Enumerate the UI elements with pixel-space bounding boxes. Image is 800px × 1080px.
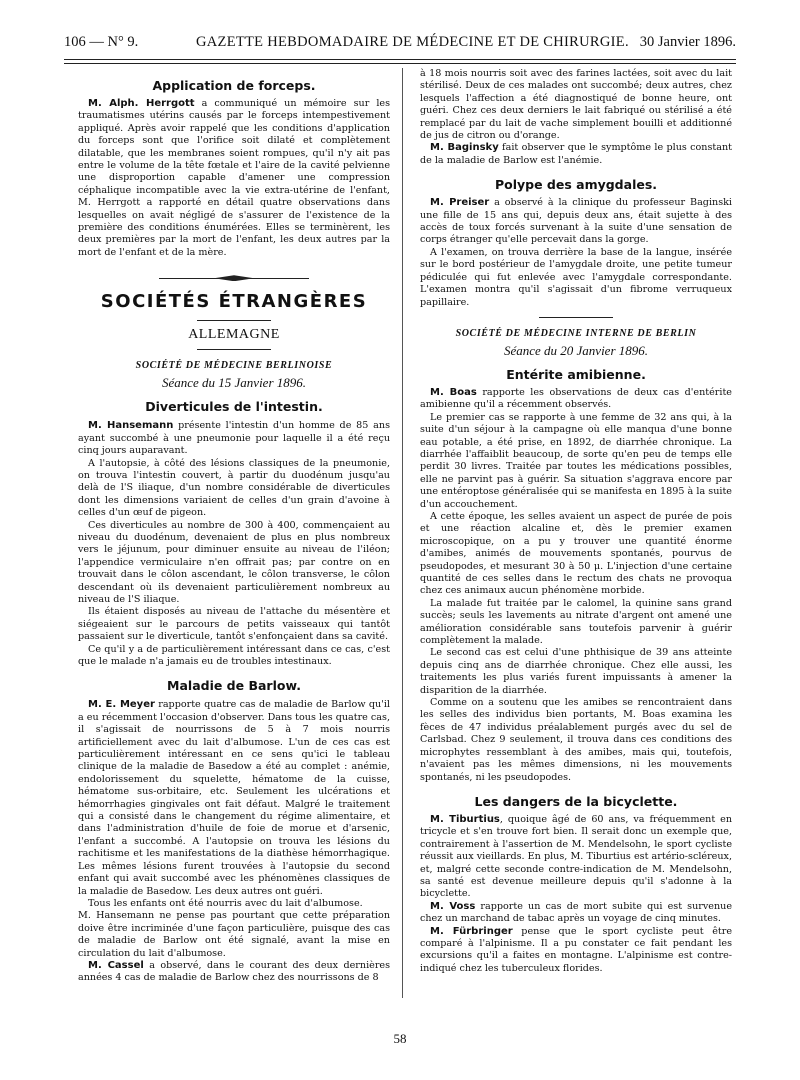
paragraph: Tous les enfants ont été nourris avec du lait d'albumose. — [88, 897, 363, 909]
paragraph: a observé, dans le courant des deux dernières années 4 cas de maladie de Barlow chez des nourrissons de 8 — [78, 959, 390, 984]
paragraph: Le second cas est celui d'une phthisique de 39 ans atteinte depuis cinq ans de diarrhée chronique. Chez elle aussi, les traitements les plus variés furent impuissants à amener la disparition de la diarrhée. — [420, 647, 732, 696]
section-heading: Diverticules de l'intestin. — [145, 399, 323, 415]
header-rule-2 — [64, 63, 736, 64]
running-header — [64, 34, 736, 56]
section-heading: Entérite amibienne. — [506, 366, 646, 382]
page-number: 106 — N° 9. — [64, 34, 139, 50]
paragraph: présente l'intestin d'un homme de 85 ans ayant succombé à une pneumonie pour laquelle il a été reçu cinq jours auparavant. — [78, 420, 390, 457]
session-date: Séance du 20 Janvier 1896. — [503, 342, 649, 358]
speaker-name: M. Baginsky — [430, 142, 499, 154]
paragraph: fait observer que le symptôme le plus constant de la maladie de Barlow est l'anémie. — [420, 142, 732, 166]
section-heading: Polype des amygdales. — [494, 177, 658, 193]
speaker-name: M. E. Meyer — [88, 699, 155, 711]
paragraph: a communiqué un mémoire sur les traumatismes utérins causés par le forceps intempestivement appliqué. Après avoir rappelé que les conditions d'application du forceps sont que l'orifice soit dilaté et complètement dilatable, que les membranes soient rompues, qu'il n'y ait pas entre le volume de la tête fœtale et l'aire de la cavité pelvienne une disproportion capable d'amener une compression céphalique incompatible avec la vie extra-utérine de l'enfant, M. Herrgott a rapporté en détail quatre observations dans lesquelles on avait négligé de s'assurer de l'existence de la première des conditions énumérées. Elles se terminèrent, les deux premières par la mort de l'enfant, les deux autres par la mort de l'enfant et de la mère. — [78, 98, 391, 258]
society-name: SOCIÉTÉ DE MÉDECINE INTERNE DE BERLIN — [455, 327, 697, 339]
column-divider — [402, 68, 403, 998]
speaker-name: M. Alph. Herrgott — [88, 98, 195, 109]
paragraph: A l'autopsie, à côté des lésions classiques de la pneumonie, on trouva l'intestin couvert, à partir du duodénum jusqu'au delà de l'S iliaque, d'un nombre considérable de diverticules dont les dimensions variaient de celles d'un grain d'avoine à celles d'un œuf de pigeon. — [78, 457, 390, 519]
speaker-name: M. Preiser — [430, 197, 490, 209]
paragraph: La malade fut traitée par le calomel, la quinine sans grand succès; seuls les lavements au nitrate d'argent ont amené une amélioration considérable sans toutefois parvenir à guérir complètement la malade. — [420, 597, 732, 647]
session-date: Séance du 15 Janvier 1896. — [161, 375, 307, 391]
paragraph: Ce qu'il y a de particulièrement intéressant dans ce cas, c'est que le malade n'a jamais eu de troubles intestinaux. — [78, 643, 390, 667]
paragraph: A l'examen, on trouva derrière la base de la langue, insérée sur le bord postérieur de l'amygdale droite, une petite tumeur pédiculée qui fut enlevée avec l'amygdale correspondante. L'examen montra qu'il s'agissait d'un fibrome verruqueux papillaire. — [420, 246, 732, 308]
paragraph: Le premier cas se rapporte à une femme de 32 ans qui, à la suite d'un séjour à la campagne où elle manqua d'une bonne eau potable, a été prise, en 1892, de diarrhée chronique. La diarrhée l'affaiblit beaucoup, de sorte qu'en peu de temps elle perdit 30 livres. Traitée par toutes les médications possibles, elle ne parvint pas à guérir. Sa situation s'aggrava encore par une entéroptose généralisée qui se manifesta en 1895 à la suite d'un accouchement. — [420, 411, 732, 510]
speaker-name: M. Tiburtius — [430, 813, 500, 825]
section-title: SOCIÉTÉS ÉTRANGÈRES — [100, 291, 368, 313]
paragraph: A cette époque, les selles avaient un aspect de purée de pois et une réaction alcaline et, dès le premier examen microscopique, on a pu y trouver une quantité énorme d'amibes, animés de mouvements spontanés, pourvus de pseudopodes, et mesurant 30 à 50 μ. L'injection d'une certaine quantité de ces selles dans le rectum des chats ne provoqua chez ces animaux aucun phénomène morbide. — [420, 510, 732, 597]
speaker-name: M. Boas — [430, 386, 477, 398]
section-heading: Les dangers de la bicyclette. — [474, 793, 678, 809]
paragraph: M. Hansemann ne pense pas pourtant que cette préparation doive être incriminée d'une façon particulière, puisque des cas de maladie de Barlow ont été signalé, avant la mise en circulation du lait d'albumose. — [78, 910, 390, 959]
speaker-name: M. Hansemann — [88, 420, 174, 432]
paragraph: rapporte quatre cas de maladie de Barlow qu'il a eu récemment l'occasion d'observer. Dans tous les quatre cas, il s'agissait de nourrissons de 5 à 7 mois nourris artificiellement avec du lait d'albumose. L'un de ces cas est particulièrement intéressant en ce sens qu'ici le tableau clinique de la maladie de Basedow a été au complet : anémie, endolorissement du squelette, hématome de la cuisse, hématome sus-orbitaire, etc. Seulement les ulcérations et hémorrhagies gingivales ont fait défaut. Malgré le traitement qui a consisté dans le changement du régime alimentaire, et dans l'administration d'huile de foie de morue et d'arsenic, l'enfant a succombé. A l'autopsie on trouva les lésions du rachitisme et les manifestations de la diathèse hémorrhagique. Les mêmes lésions furent trouvées à l'autopsie du second enfant qui avait succombé avec les phénomènes classiques de la maladie de Basedow. Les deux autres ont guéri. — [78, 699, 390, 897]
paragraph: Ils étaient disposés au niveau de l'attache du mésentère et siégeaient sur le parcours de petits vaisseaux qui tantôt passaient sur le diverticule, tantôt s'enfonçaient dans sa cavité. — [78, 606, 390, 643]
society-name: SOCIÉTÉ DE MÉDECINE BERLINOISE — [135, 360, 333, 372]
section-heading: Application de forceps. — [152, 78, 316, 93]
country-title: ALLEMAGNE — [188, 327, 280, 343]
speaker-name: M. Fürbringer — [430, 925, 513, 937]
paragraph: Comme on a soutenu que les amibes se rencontraient dans les selles des individus bien portants, M. Boas examina les fèces de 47 individus préalablement purgés avec du sel de Carlsbad. Chez 9 seulement, il trouva dans ces conditions des microphytes ressemblant à des amibes, mais qui, toutefois, n'avaient pas les mêmes dimensions, ni les mouvements spontanés, ni les pseudopodes. — [420, 697, 732, 783]
journal-title: GAZETTE HEBDOMADAIRE DE MÉDECINE ET DE CHIRURGIE. — [196, 34, 629, 50]
paragraph: rapporte les observations de deux cas d'entérite amibienne qu'il a récemment observés. — [420, 386, 732, 411]
ornament-divider — [159, 275, 309, 281]
paragraph: à 18 mois nourris soit avec des farines lactées, soit avec du lait stérilisé. Deux de ces malades ont succombé; deux autres, chez lesquels l'affection a été diagnostiqué de bonne heure, ont guéri. Chez ces deux derniers le lait fabriqué ou stérilisé a été remplacé par du lait de vache simplement bouilli et additionné de jus de citron ou d'orange. — [420, 68, 732, 142]
paragraph: , quoique âgé de 60 ans, va fréquemment en tricycle et s'en trouve fort bien. Il serait donc un exemple que, contrairement à l'assertion de M. Mendelsohn, le sport cycliste réussit aux vieillards. En plus, M. Tiburtius est artério-scléreux, et, malgré cette seconde contre-indication de M. Mendelsohn, sa santé est devenue meilleure depuis qu'il s'adonne à la bicyclette. — [420, 813, 732, 900]
issue-date: 30 Janvier 1896. — [639, 34, 736, 50]
paragraph: pense que le sport cycliste peut être comparé à l'alpinisme. Il a pu constater ce fait pendant les excursions qu'il a faites en montagne. L'alpinisme est contre-indiqué chez les tuberculeux florides. — [420, 925, 732, 974]
header-rule — [64, 59, 736, 60]
speaker-name: M. Cassel — [88, 959, 144, 971]
right-column — [420, 68, 732, 975]
left-column — [78, 68, 390, 985]
folio-number: 58 — [393, 1031, 407, 1046]
paragraph: a observé à la clinique du professeur Baginski une fille de 15 ans qui, depuis deux ans, était sujette à des accès de toux forcés survenant à la suite d'une sensation de corps étranger qu'elle percevait dans la gorge. — [420, 197, 732, 246]
paragraph: rapporte un cas de mort subite qui est survenue chez un marchand de tabac après un voyage de cinq minutes. — [420, 900, 733, 925]
section-heading: Maladie de Barlow. — [167, 678, 301, 694]
paragraph: Ces diverticules au nombre de 300 à 400, commençaient au niveau du duodénum, devenaient de plus en plus nombreux vers le jéjunum, pour diminuer ensuite au niveau de l'iléon; l'appendice vermiculaire n'en offrait pas; par contre on en trouvait dans le côlon ascendant, le côlon transverse, le côlon descendant où ils devenaient particulièrement nombreux au niveau de l'S iliaque. — [78, 519, 390, 605]
speaker-name: M. Voss — [430, 900, 476, 912]
